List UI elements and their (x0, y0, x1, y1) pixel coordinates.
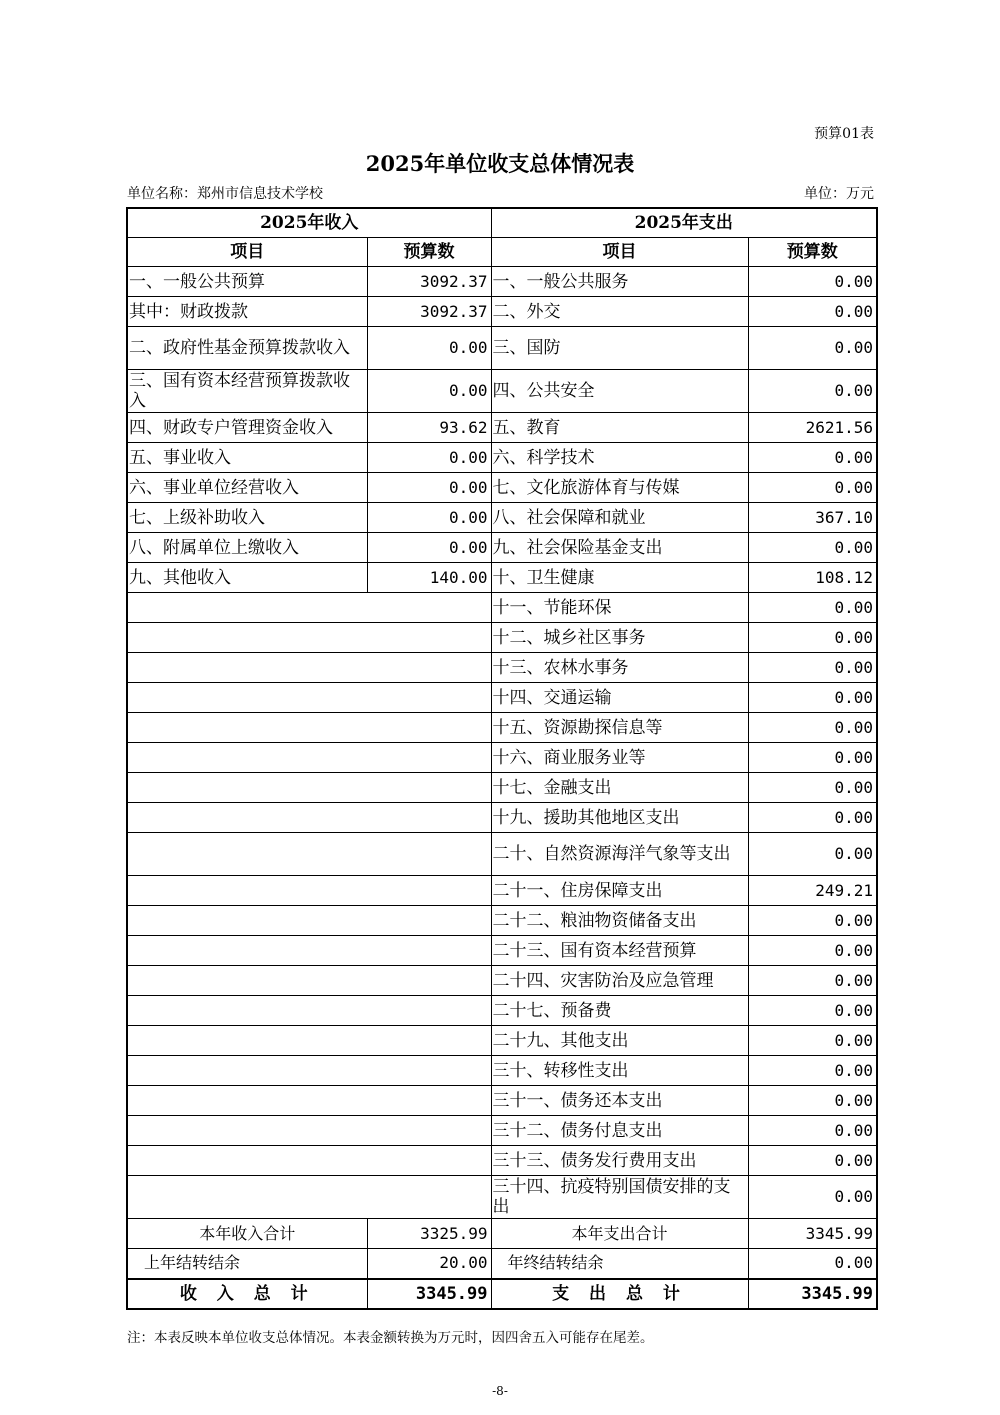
expense-item: 三十四、抗疫特别国债安排的支出 (491, 1176, 748, 1219)
income-item (127, 653, 367, 683)
expense-item: 十四、交通运输 (491, 683, 748, 713)
table-row (127, 1116, 877, 1146)
expense-item: 三十三、债务发行费用支出 (491, 1146, 748, 1176)
table-row (127, 503, 877, 533)
expense-amount: 0.00 (748, 1146, 877, 1176)
expense-item: 二十、自然资源海洋气象等支出 (491, 833, 748, 876)
expense-amount-header: 预算数 (748, 238, 877, 267)
income-amount: 0.00 (367, 443, 491, 473)
income-item (127, 1146, 367, 1176)
income-amount (367, 1026, 491, 1056)
expense-item: 二十七、预备费 (491, 996, 748, 1026)
income-group-header: 2025年收入 (127, 208, 491, 238)
expense-amount: 0.00 (748, 936, 877, 966)
income-amount (367, 936, 491, 966)
income-amount: 0.00 (367, 533, 491, 563)
expense-amount: 0.00 (748, 473, 877, 503)
expense-item: 二、外交 (491, 297, 748, 327)
income-amount (367, 653, 491, 683)
expense-amount: 0.00 (748, 370, 877, 413)
table-row (127, 297, 877, 327)
expense-item: 二十三、国有资本经营预算 (491, 936, 748, 966)
expense-amount: 0.00 (748, 593, 877, 623)
expense-amount: 0.00 (748, 1176, 877, 1219)
table-row (127, 803, 877, 833)
unit-name: 单位名称：郑州市信息技术学校 (127, 186, 323, 202)
expense-item: 三、国防 (491, 327, 748, 370)
income-amount: 0.00 (367, 473, 491, 503)
expense-item: 十三、农林水事务 (491, 653, 748, 683)
expense-amount: 0.00 (748, 443, 877, 473)
expense-subtotal-label: 本年支出合计 (491, 1219, 748, 1249)
income-amount (367, 996, 491, 1026)
income-amount (367, 1086, 491, 1116)
expense-amount: 0.00 (748, 803, 877, 833)
expense-group-header: 2025年支出 (491, 208, 877, 238)
income-amount: 93.62 (367, 413, 491, 443)
carry-row (127, 1249, 877, 1279)
table-row (127, 1176, 877, 1219)
table-row (127, 267, 877, 297)
expense-item: 六、科学技术 (491, 443, 748, 473)
income-item: 其中：财政拨款 (127, 297, 367, 327)
income-amount: 3092.37 (367, 267, 491, 297)
table-row (127, 563, 877, 593)
expense-total-label: 支 出 总 计 (491, 1279, 748, 1309)
income-item: 五、事业收入 (127, 443, 367, 473)
expense-amount: 0.00 (748, 1026, 877, 1056)
expense-amount: 0.00 (748, 966, 877, 996)
expense-amount: 0.00 (748, 743, 877, 773)
income-item (127, 966, 367, 996)
subtotal-row (127, 1219, 877, 1249)
table-row (127, 773, 877, 803)
expense-amount: 0.00 (748, 1086, 877, 1116)
table-row (127, 833, 877, 876)
expense-amount: 0.00 (748, 713, 877, 743)
expense-item: 十九、援助其他地区支出 (491, 803, 748, 833)
income-item (127, 623, 367, 653)
table-row (127, 443, 877, 473)
income-subtotal-label: 本年收入合计 (127, 1219, 367, 1249)
table-row (127, 906, 877, 936)
expense-item: 一、一般公共服务 (491, 267, 748, 297)
income-item (127, 1086, 367, 1116)
expense-item: 十一、节能环保 (491, 593, 748, 623)
expense-amount: 0.00 (748, 653, 877, 683)
expense-item: 二十二、粮油物资储备支出 (491, 906, 748, 936)
table-row (127, 966, 877, 996)
expense-item: 三十、转移性支出 (491, 1056, 748, 1086)
expense-amount: 2621.56 (748, 413, 877, 443)
expense-item: 二十一、住房保障支出 (491, 876, 748, 906)
expense-item: 十、卫生健康 (491, 563, 748, 593)
expense-item: 二十九、其他支出 (491, 1026, 748, 1056)
carry-out-label: 年终结转结余 (491, 1249, 748, 1279)
expense-item: 九、社会保险基金支出 (491, 533, 748, 563)
budget-table (126, 207, 878, 1310)
table-row (127, 593, 877, 623)
income-total-label: 收 入 总 计 (127, 1279, 367, 1309)
expense-item: 十六、商业服务业等 (491, 743, 748, 773)
income-item (127, 936, 367, 966)
expense-item: 二十四、灾害防治及应急管理 (491, 966, 748, 996)
page-title: 2025年单位收支总体情况表 (365, 151, 635, 176)
income-amount: 0.00 (367, 327, 491, 370)
income-amount (367, 1056, 491, 1086)
income-amount: 0.00 (367, 370, 491, 413)
income-amount: 0.00 (367, 503, 491, 533)
expense-amount: 367.10 (748, 503, 877, 533)
expense-item: 三十一、债务还本支出 (491, 1086, 748, 1116)
income-item: 七、上级补助收入 (127, 503, 367, 533)
expense-amount: 0.00 (748, 1116, 877, 1146)
income-amount (367, 1116, 491, 1146)
income-amount (367, 833, 491, 876)
income-amount (367, 773, 491, 803)
expense-subtotal-value: 3345.99 (748, 1219, 877, 1249)
table-row (127, 713, 877, 743)
income-amount: 3092.37 (367, 297, 491, 327)
income-amount (367, 876, 491, 906)
carry-out-value: 0.00 (748, 1249, 877, 1279)
expense-amount: 0.00 (748, 267, 877, 297)
income-item (127, 593, 367, 623)
income-item: 一、一般公共预算 (127, 267, 367, 297)
expense-item-header: 项目 (491, 238, 748, 267)
expense-amount: 0.00 (748, 833, 877, 876)
expense-amount: 0.00 (748, 683, 877, 713)
expense-amount: 0.00 (748, 1056, 877, 1086)
expense-amount: 0.00 (748, 297, 877, 327)
income-item (127, 1026, 367, 1056)
table-row (127, 683, 877, 713)
table-row (127, 1086, 877, 1116)
expense-item: 七、文化旅游体育与传媒 (491, 473, 748, 503)
table-row (127, 327, 877, 370)
expense-amount: 0.00 (748, 327, 877, 370)
table-row (127, 1056, 877, 1086)
income-item (127, 1176, 367, 1219)
carry-in-value: 20.00 (367, 1249, 491, 1279)
expense-item: 十七、金融支出 (491, 773, 748, 803)
table-row (127, 653, 877, 683)
unit-label: 单位：万元 (804, 186, 874, 202)
expense-amount: 108.12 (748, 563, 877, 593)
carry-in-label: 上年结转结余 (127, 1249, 367, 1279)
income-amount (367, 713, 491, 743)
expense-amount: 0.00 (748, 906, 877, 936)
expense-amount: 249.21 (748, 876, 877, 906)
table-row (127, 743, 877, 773)
income-amount (367, 623, 491, 653)
income-amount (367, 803, 491, 833)
expense-item: 十五、资源勘探信息等 (491, 713, 748, 743)
table-row (127, 623, 877, 653)
table-row (127, 533, 877, 563)
table-row (127, 370, 877, 413)
table-row (127, 413, 877, 443)
expense-amount: 0.00 (748, 996, 877, 1026)
expense-total-value: 3345.99 (748, 1279, 877, 1309)
income-item: 六、事业单位经营收入 (127, 473, 367, 503)
income-item (127, 906, 367, 936)
income-amount (367, 966, 491, 996)
income-amount (367, 906, 491, 936)
income-item (127, 713, 367, 743)
expense-item: 十二、城乡社区事务 (491, 623, 748, 653)
income-item: 四、财政专户管理资金收入 (127, 413, 367, 443)
table-body (127, 267, 877, 1219)
income-item (127, 876, 367, 906)
table-row (127, 996, 877, 1026)
income-item (127, 1056, 367, 1086)
table-row (127, 936, 877, 966)
page-number: -8- (492, 1384, 508, 1398)
income-amount-header: 预算数 (367, 238, 491, 267)
income-subtotal-value: 3325.99 (367, 1219, 491, 1249)
income-item: 三、国有资本经营预算拨款收入 (127, 370, 367, 413)
income-amount (367, 743, 491, 773)
income-item (127, 803, 367, 833)
income-item (127, 833, 367, 876)
table-row (127, 876, 877, 906)
income-item (127, 773, 367, 803)
income-item (127, 1116, 367, 1146)
table-row (127, 1146, 877, 1176)
income-item (127, 996, 367, 1026)
income-amount (367, 1146, 491, 1176)
expense-item: 五、教育 (491, 413, 748, 443)
income-item (127, 683, 367, 713)
income-item-header: 项目 (127, 238, 367, 267)
expense-amount: 0.00 (748, 773, 877, 803)
footnote: 注：本表反映本单位收支总体情况。本表金额转换为万元时，因四舍五入可能存在尾差。 (127, 1330, 654, 1346)
income-item (127, 743, 367, 773)
income-amount: 140.00 (367, 563, 491, 593)
income-amount (367, 1176, 491, 1219)
table-row (127, 473, 877, 503)
income-item: 二、政府性基金预算拨款收入 (127, 327, 367, 370)
expense-amount: 0.00 (748, 623, 877, 653)
expense-item: 八、社会保障和就业 (491, 503, 748, 533)
table-row (127, 1026, 877, 1056)
expense-item: 三十二、债务付息支出 (491, 1116, 748, 1146)
income-amount (367, 683, 491, 713)
expense-item: 四、公共安全 (491, 370, 748, 413)
expense-amount: 0.00 (748, 533, 877, 563)
income-total-value: 3345.99 (367, 1279, 491, 1309)
income-item: 九、其他收入 (127, 563, 367, 593)
grand-total-row (127, 1279, 877, 1309)
table-number: 预算01表 (814, 126, 874, 142)
income-amount (367, 593, 491, 623)
income-item: 八、附属单位上缴收入 (127, 533, 367, 563)
